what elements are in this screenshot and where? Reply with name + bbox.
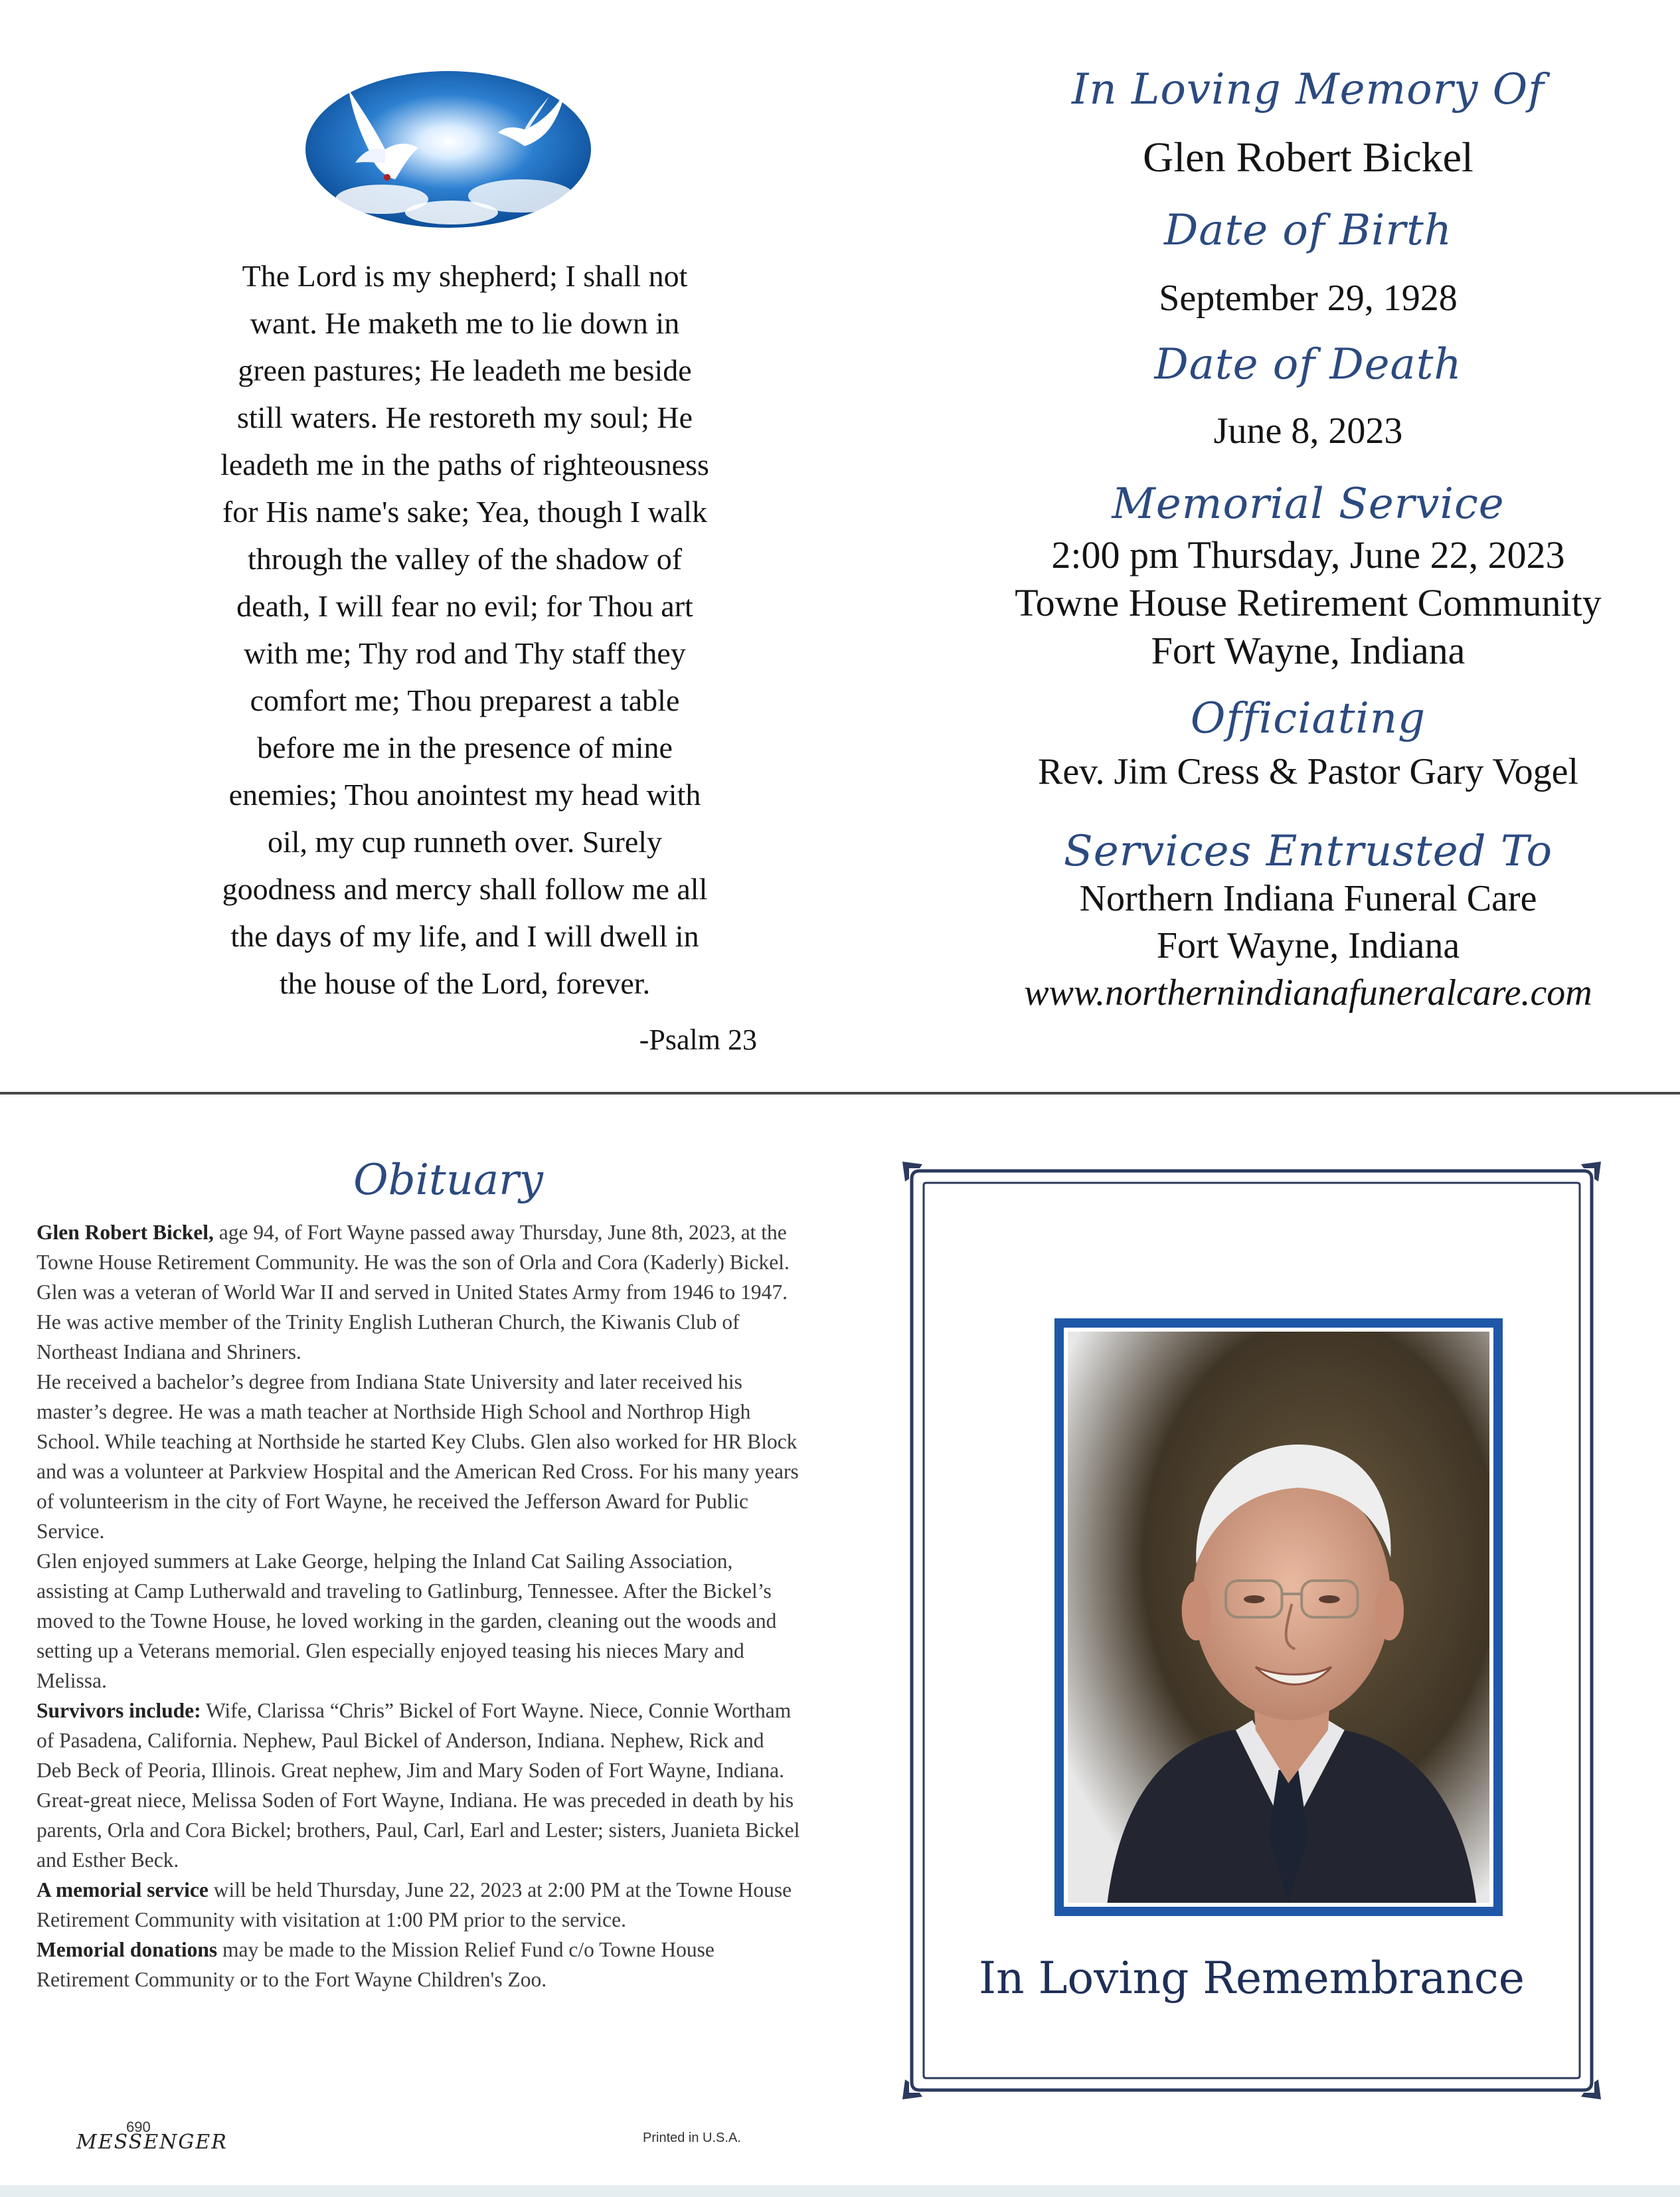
memorial-service-details — [950, 531, 1667, 675]
psalm-line: the days of my life, and I will dwell in — [230, 919, 699, 953]
date-of-death-heading: Date of Death — [1154, 340, 1462, 389]
obituary-paragraph — [37, 1217, 800, 1367]
in-loving-remembrance-caption: In Loving Remembrance — [979, 1953, 1525, 2004]
psalm-line: leadeth me in the paths of righteousness — [220, 448, 709, 482]
funeral-home-city: Fort Wayne, Indiana — [1156, 925, 1460, 966]
fold-divider — [0, 1092, 1680, 1095]
logo-wordmark: MESSENGER — [76, 2131, 228, 2154]
date-of-birth-heading: Date of Birth — [1164, 206, 1452, 255]
psalm-line: for His name's sake; Yea, though I walk — [222, 495, 708, 529]
obituary-paragraph — [37, 1875, 800, 1935]
psalm-line: death, I will fear no evil; for Thou art — [236, 589, 693, 623]
service-city: Fort Wayne, Indiana — [1151, 629, 1466, 672]
obituary-body — [37, 1217, 800, 1994]
psalm-line: goodness and mercy shall follow me all — [222, 872, 708, 906]
psalm-line: enemies; Thou anointest my head with — [228, 778, 701, 812]
funeral-home-name: Northern Indiana Funeral Care — [1079, 878, 1537, 919]
obituary-paragraph: He received a bachelor’s degree from Indiana State University and later received his master’s degree. He was a math teacher at Northside High School and Northrop High School. While teaching at Northside he started Key Clubs. Glen also worked for HR Block and was a volunteer at Parkview Hospital and the American Red Cross. For his many years of volunteerism in the city of Fort Wayne, he received the Jefferson Award for Public Service. — [37, 1370, 799, 1543]
psalm-text — [173, 252, 757, 1007]
obituary-paragraph — [37, 1696, 800, 1875]
date-of-birth: September 29, 1928 — [1159, 278, 1458, 319]
psalm-line: oil, my cup runneth over. Surely — [267, 825, 663, 859]
portrait-photo-frame — [1054, 1318, 1503, 1916]
psalm-line: comfort me; Thou preparest a table — [250, 683, 680, 717]
obituary-text: will be held Thursday, June 22, 2023 at 2:00 PM at the Towne House Retirement Community with visitation at 1:00 PM prior to the service. — [37, 1878, 792, 1931]
services-entrusted-heading: Services Entrusted To — [1063, 827, 1553, 876]
obituary-title: Obituary — [353, 1156, 543, 1205]
officiating-heading: Officiating — [1190, 694, 1426, 743]
service-time: 2:00 pm Thursday, June 22, 2023 — [1051, 533, 1565, 576]
doves-sky-illustration — [302, 63, 594, 236]
funeral-home-website[interactable]: www.northernindianafuneralcare.com — [1024, 972, 1592, 1013]
logo-number: 690 — [126, 2119, 151, 2135]
obituary-bold-lead: Survivors include: — [37, 1699, 201, 1722]
psalm-line: through the valley of the shadow of — [247, 542, 683, 576]
psalm-line: want. He maketh me to lie down in — [250, 306, 680, 340]
obituary-bold-lead: A memorial service — [37, 1878, 209, 1901]
funeral-home-details — [950, 875, 1667, 1017]
officiants: Rev. Jim Cress & Pastor Gary Vogel — [1037, 751, 1579, 792]
portrait-illustration — [1068, 1332, 1489, 1903]
obituary-bold-lead: Memorial donations — [37, 1938, 218, 1961]
service-place: Towne House Retirement Community — [1015, 581, 1602, 624]
psalm-line: green pastures; He leadeth me beside — [238, 353, 692, 387]
obituary-paragraph — [37, 1935, 800, 1994]
portrait-photo — [1064, 1328, 1493, 1907]
memorial-service-heading: Memorial Service — [1112, 480, 1505, 529]
date-of-death: June 8, 2023 — [1213, 410, 1403, 452]
in-loving-memory-heading: In Loving Memory Of — [1072, 65, 1545, 114]
obituary-bold-lead: Glen Robert Bickel, — [37, 1221, 214, 1244]
obituary-text: may be made to the Mission Relief Fund c/o Towne House Retirement Community or to the Fort Wayne Children's Zoo. — [37, 1938, 714, 1991]
psalm-line: before me in the presence of mine — [257, 731, 673, 764]
obituary-paragraph: Glen enjoyed summers at Lake George, helping the Inland Cat Sailing Association, assisting at Camp Lutherwald and traveling to Gatlinburg, Tennessee. After the Bickel’s moved to the Towne House, he loved working in the garden, cleaning out the woods and setting up a Veterans memorial. Glen especially enjoyed teasing his nieces Mary and Melissa. — [37, 1549, 777, 1692]
psalm-reference: -Psalm 23 — [639, 1023, 757, 1056]
scan-edge — [0, 2185, 1680, 2197]
psalm-line: still waters. He restoreth my soul; He — [236, 400, 693, 434]
psalm-line: the house of the Lord, forever. — [279, 966, 651, 1000]
psalm-line: The Lord is my shepherd; I shall not — [242, 259, 688, 293]
deceased-name: Glen Robert Bickel — [1143, 133, 1473, 181]
obituary-text: Wife, Clarissa “Chris” Bickel of Fort Wayne. Niece, Connie Wortham of Pasadena, California. Nephew, Paul Bickel of Anderson, Indiana. Nephew, Rick and Deb Beck of Peoria, Illinois. Great nephew, Jim and Mary Soden of Fort Wayne, Indiana. Great-great niece, Melissa Soden of Fort Wayne, Indiana. He was preceded in death by his parents, Orla and Cora Bickel; brothers, Paul, Carl, Earl and Lester; sisters, Juanieta Bickel and Esther Beck. — [37, 1699, 800, 1872]
obituary-text: age 94, of Fort Wayne passed away Thursday, June 8th, 2023, at the Towne House Retirement Community. He was the son of Orla and Cora (Kaderly) Bickel. Glen was a veteran of World War II and served in United States Army from 1946 to 1947. He was active member of the Trinity English Lutheran Church, the Kiwanis Club of Northeast Indiana and Shriners. — [37, 1221, 790, 1363]
printed-in-usa: Printed in U.S.A. — [643, 2131, 741, 2145]
psalm-line: with me; Thy rod and Thy staff they — [244, 636, 686, 670]
